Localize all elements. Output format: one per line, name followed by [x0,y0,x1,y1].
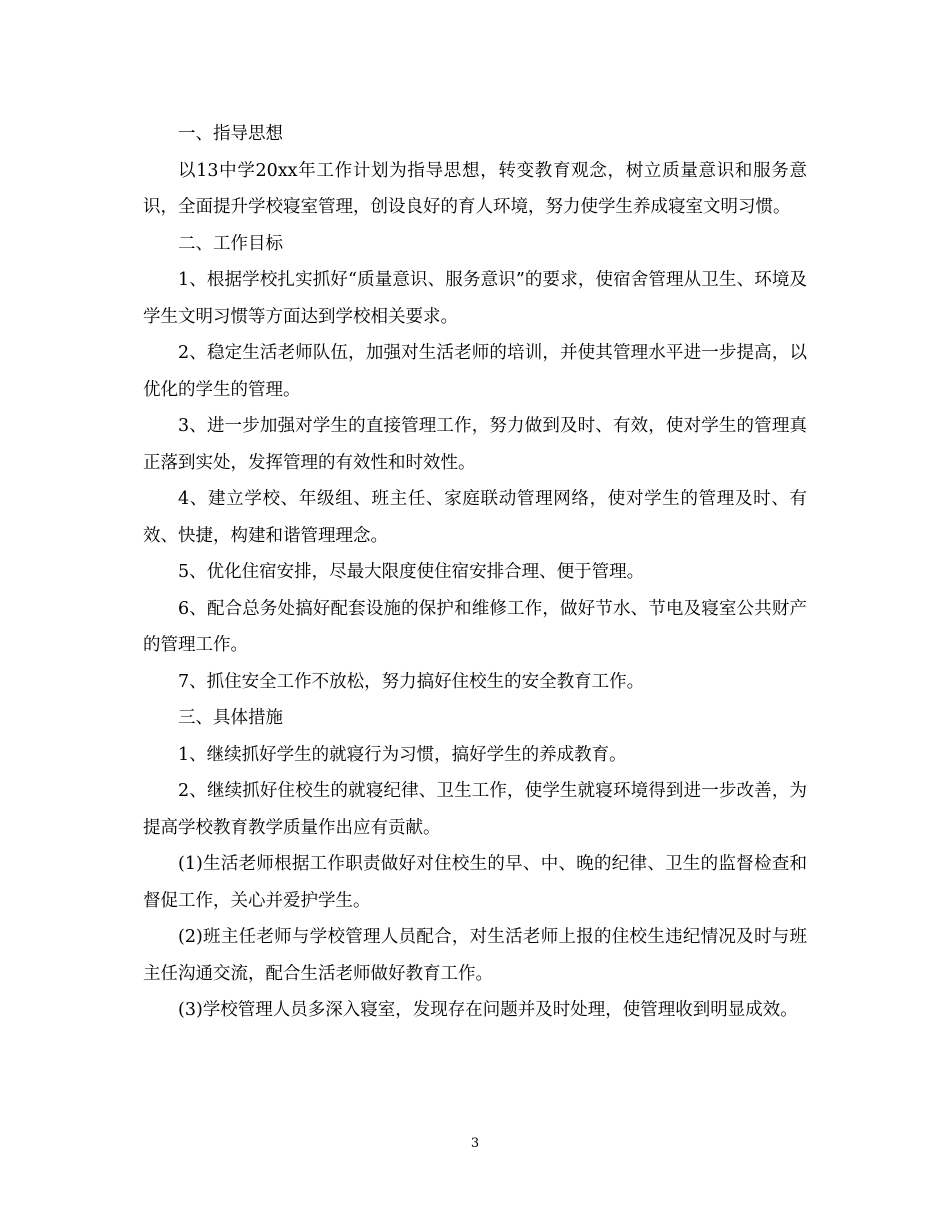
paragraph: 7、抓住安全工作不放松，努力搞好住校生的安全教育工作。 [178,671,645,692]
paragraph: 1、根据学校扎实抓好“质量意识、服务意识”的要求，使宿舍管理从卫生、环境及学生文明习惯等方面达到学校相关要求。 [143,270,807,327]
heading-specific-measures: 三、具体措施 [178,708,283,728]
paragraph: 4、建立学校、年级组、班主任、家庭联动管理网络，使对学生的管理及时、有效、快捷，构建和谐管理理念。 [143,489,807,546]
paragraph: (3)学校管理人员多深入寝室，发现存在问题并及时处理，使管理收到明显成效。 [178,1000,798,1020]
paragraph: 2、稳定生活老师队伍，加强对生活老师的培训，并使其管理水平进一步提高，以优化的学生的管理。 [143,343,807,400]
document-body [143,116,807,1029]
paragraph: 3、进一步加强对学生的直接管理工作，努力做到及时、有效，使对学生的管理真正落到实处，发挥管理的有效性和时效性。 [143,416,807,473]
heading-guiding-ideology: 一、指导思想 [178,124,283,144]
paragraph: 2、继续抓好住校生的就寝纪律、卫生工作，使学生就寝环境得到进一步改善，为提高学校教育教学质量作出应有贡献。 [143,781,807,838]
paragraph: (2)班主任老师与学校管理人员配合，对生活老师上报的住校生违纪情况及时与班主任沟通交流，配合生活老师做好教育工作。 [143,927,807,984]
paragraph: 5、优化住宿安排，尽最大限度使住宿安排合理、便于管理。 [178,562,645,582]
page-number: 3 [470,1136,480,1151]
paragraph: 以13中学20xx年工作计划为指导思想，转变教育观念，树立质量意识和服务意识，全面提升学校寝室管理，创设良好的育人环境，努力使学生养成寝室文明习惯。 [143,160,807,217]
paragraph: 1、继续抓好学生的就寝行为习惯，搞好学生的养成教育。 [178,744,627,765]
paragraph: (1)生活老师根据工作职责做好对住校生的早、中、晚的纪律、卫生的监督检查和督促工作，关心并爱护学生。 [143,854,807,911]
heading-work-goals: 二、工作目标 [178,233,283,254]
paragraph: 6、配合总务处搞好配套设施的保护和维修工作，做好节水、节电及寝室公共财产的管理工作。 [143,598,807,655]
